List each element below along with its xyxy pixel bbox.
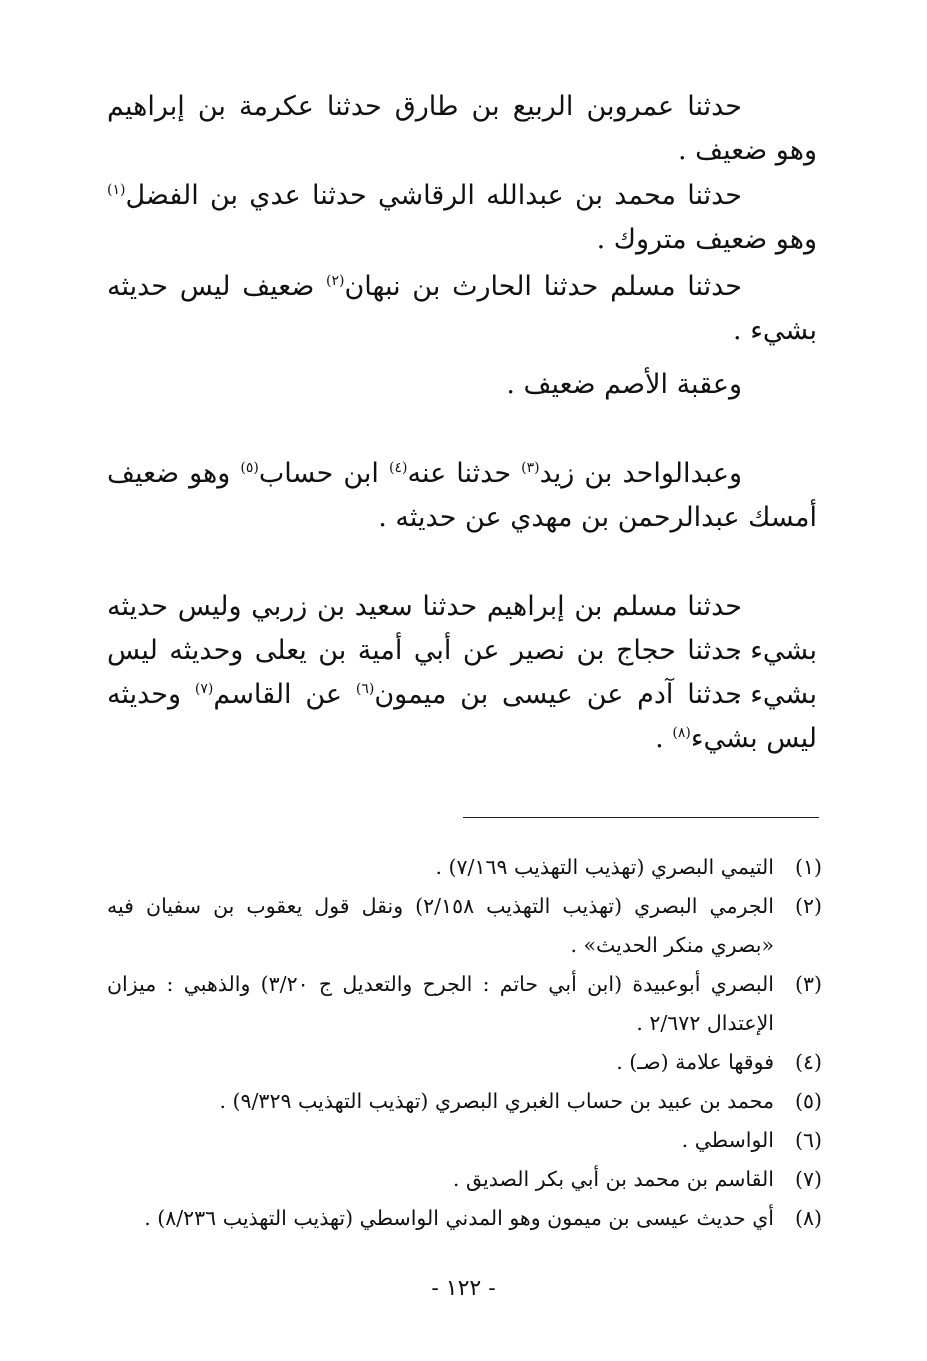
footnote-number: (٤)	[794, 1050, 822, 1074]
paragraph-8	[107, 673, 817, 761]
paragraph-5-text-a: وعبدالواحد بن زيد	[539, 458, 742, 489]
footnote-ref-6[interactable]: (٦)	[355, 681, 375, 697]
footnote-text: القاسم بن محمد بن أبي بكر الصديق .	[452, 1167, 774, 1191]
footnote-number: (١)	[794, 855, 822, 879]
paragraph-2-text-a: حدثنا محمد بن عبدالله الرقاشي حدثنا عدي بن الفضل	[125, 180, 742, 211]
paragraph-8-text-d: .	[655, 723, 673, 754]
paragraph-5-text-b: حدثنا عنه	[407, 458, 522, 489]
footnote-number: (٧)	[794, 1167, 822, 1191]
footnote-8	[107, 1199, 822, 1238]
paragraph-3	[107, 265, 817, 353]
paragraph-2	[107, 174, 817, 262]
footnote-2	[107, 887, 822, 965]
paragraph-6-text: حدثنا مسلم بن إبراهيم حدثنا سعيد بن زربي وليس حديثه بشيء .	[107, 591, 817, 666]
footnotes	[107, 848, 822, 1238]
paragraph-5-text-c: ابن حساب	[258, 458, 389, 489]
footnote-1	[107, 848, 822, 887]
footnote-text: فوقها علامة (صـ) .	[616, 1050, 774, 1074]
paragraph-3-text-b: ضعيف ليس حديثه بشيء .	[107, 271, 817, 346]
paragraph-8-text-a: حدثنا آدم عن عيسى بن ميمون	[374, 679, 743, 710]
footnote-text: أي حديث عيسى بن ميمون وهو المدني الواسطي (تهذيب التهذيب ٨/٢٣٦) .	[144, 1206, 774, 1230]
paragraph-1	[107, 85, 817, 173]
footnote-6	[107, 1121, 822, 1160]
footnote-ref-2[interactable]: (٢)	[325, 273, 345, 289]
paragraph-2-text-b: وهو ضعيف متروك .	[596, 224, 817, 255]
footnote-ref-8[interactable]: (٨)	[672, 725, 691, 741]
footnote-4	[107, 1043, 822, 1082]
paragraph-8-text-c: وحديثه ليس بشيء	[107, 679, 817, 754]
footnote-text: الجرمي البصري (تهذيب التهذيب ٢/١٥٨) ونقل قول يعقوب بن سفيان فيه «بصري منكر الحديث» .	[107, 894, 774, 957]
paragraph-4	[107, 363, 817, 407]
footnote-text: الواسطي .	[681, 1128, 774, 1152]
paragraph-5-text-d: وهو ضعيف أمسك عبدالرحمن بن مهدي عن حديثه .	[107, 458, 817, 533]
footnote-ref-3[interactable]: (٣)	[521, 460, 540, 476]
footnote-ref-5[interactable]: (٥)	[240, 460, 259, 476]
footnote-3	[107, 965, 822, 1043]
page-number: - ١٢٢ -	[431, 1276, 496, 1301]
paragraph-3-text-a: حدثنا مسلم حدثنا الحارث بن نبهان	[344, 271, 742, 302]
footnote-7	[107, 1160, 822, 1199]
paragraph-8-text-b: عن القاسم	[213, 679, 356, 710]
footnote-text: محمد بن عبيد بن حساب الغبري البصري (تهذيب التهذيب ٩/٣٢٩) .	[219, 1089, 774, 1113]
footnote-number: (٥)	[794, 1089, 822, 1113]
footnote-separator	[463, 817, 819, 818]
footnote-ref-4[interactable]: (٤)	[389, 460, 408, 476]
footnote-text: التيمي البصري (تهذيب التهذيب ٧/١٦٩) .	[435, 855, 774, 879]
paragraph-4-text: وعقبة الأصم ضعيف .	[506, 369, 742, 400]
footnote-ref-1[interactable]: (١)	[107, 182, 126, 198]
paragraph-5	[107, 452, 817, 540]
footnote-5	[107, 1082, 822, 1121]
footnote-number: (٢)	[794, 894, 822, 918]
paragraph-1-text: حدثنا عمروبن الربيع بن طارق حدثنا عكرمة بن إبراهيم وهو ضعيف .	[107, 91, 817, 166]
footnote-text: البصري أبوعبيدة (ابن أبي حاتم : الجرح والتعديل ج ٣/٢٠) والذهبي : ميزان الإعتدال ٢/٦٧٢ .	[107, 972, 774, 1035]
footnote-number: (٦)	[794, 1128, 822, 1152]
paragraph-7-text: حدثنا حجاج بن نصير عن أبي أمية بن يعلى وحديثه ليس بشيء .	[107, 635, 817, 710]
footnote-ref-7[interactable]: (٧)	[194, 681, 214, 697]
footnote-number: (٨)	[794, 1206, 822, 1230]
footnote-number: (٣)	[794, 972, 822, 996]
